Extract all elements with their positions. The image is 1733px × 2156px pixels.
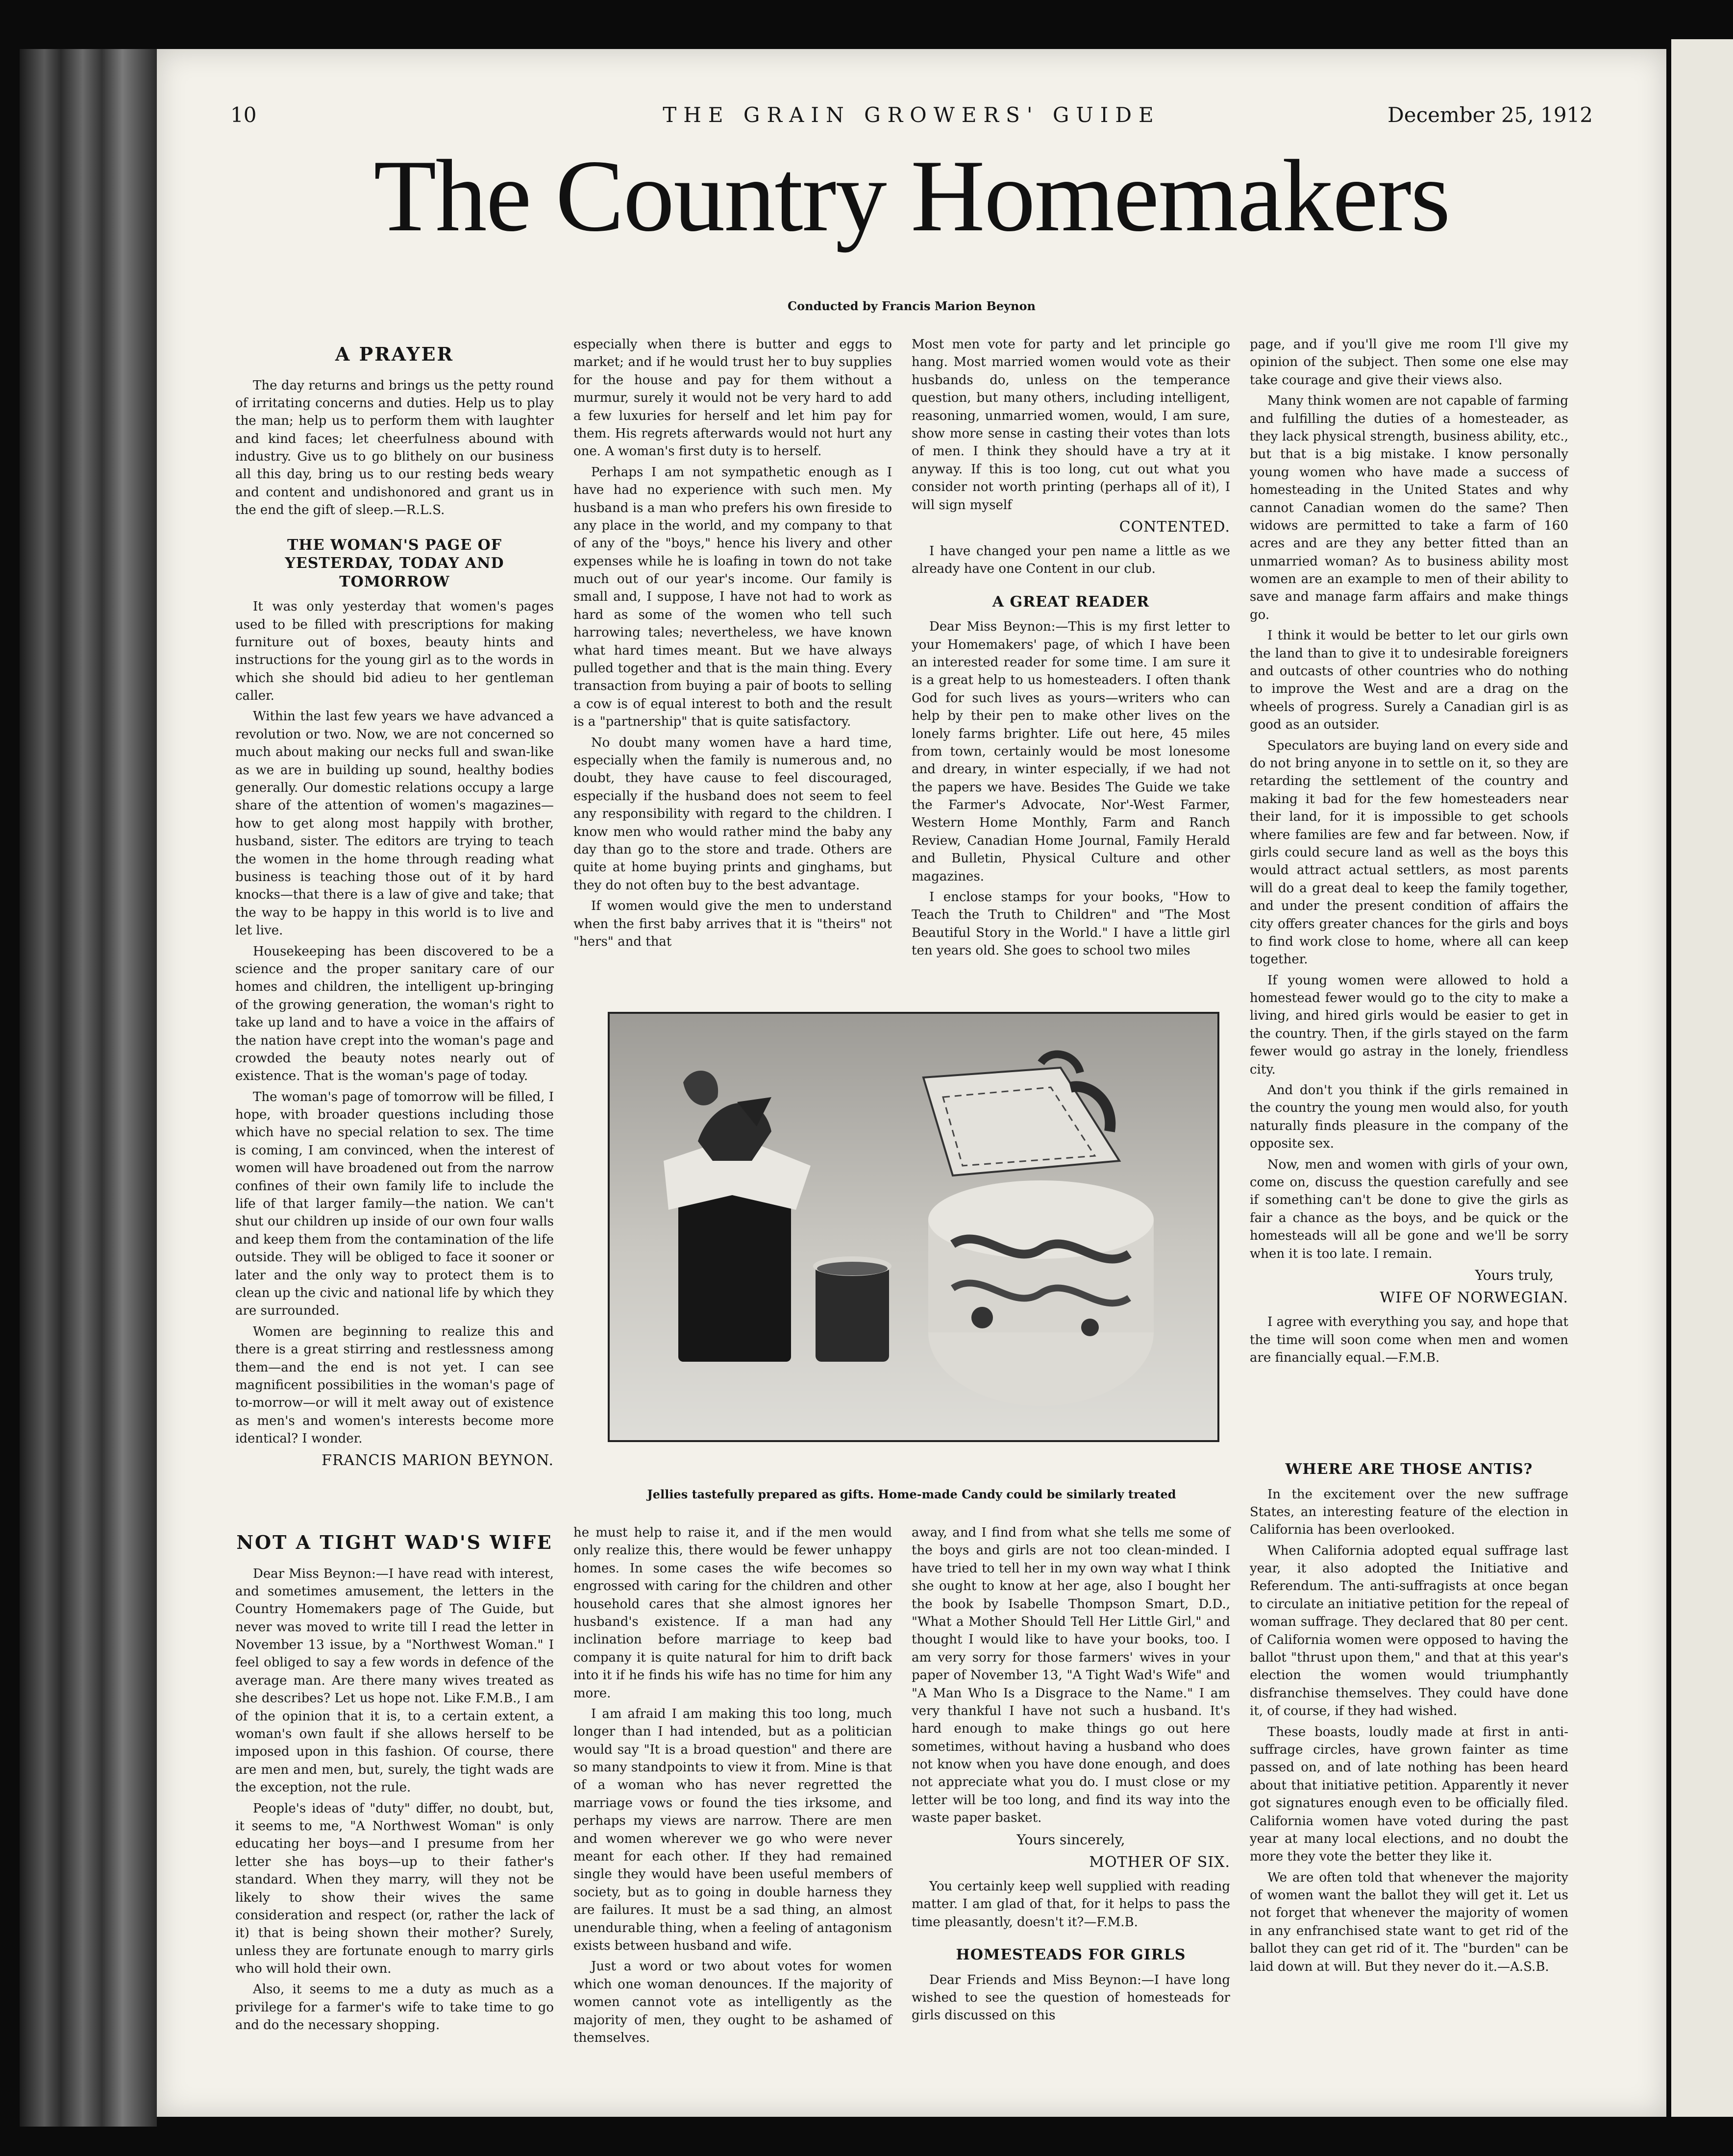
column-4-bottom xyxy=(1250,1455,1568,1979)
paragraph: Dear Miss Beynon:—This is my first letter to your Homemakers' page, of which I have been an interested reader for some time. I am sure it is a great help to us homesteaders. I often thank God for such lives as yours—writers who can help by their pen to make other lives on the lonely farms brighter. Life out here, 45 miles from town, certainly would be most lonesome and dreary, in winter especially, if we had not the papers we have. Besides The Guide we take the Farmer's Advocate, Nor'-West Farmer, Western Home Monthly, Farm and Ranch Review, Canadian Home Journal, Family Herald and Bulletin, Physical Culture and other magazines. xyxy=(912,619,1230,884)
editor-reply: You certainly keep well supplied with reading matter. I am glad of that, for it helps to pass the time pleasantly, doesn't it?—F.M.B. xyxy=(912,1879,1230,1930)
paragraph: We are often told that whenever the majority of women want the ballot they will get it. Let us not forget that whenever the majority of women in any enfranchised state want to get rid of the ballot they can get rid of it. The "burden" can be laid down at will. But they never do it.—A.S.B. xyxy=(1250,1870,1568,1974)
paragraph: I am afraid I am making this too long, much longer than I had intended, but as a politician would say "It is a broad question" and there are so many standpoints to view it from. Mine is that of a woman who has never regretted the marriage vows or found the ties irksome, and perhaps my views are narrow. There are men and women wherever we go who were never meant for each other. If they had remained single they would have been useful members of society, but as to going in double harness they are failures. It must be a sad thing, an almost unendurable thing, when a feeling of antagonism exists between husband and wife. xyxy=(573,1706,892,1953)
signature: FRANCIS MARION BEYNON. xyxy=(322,1452,554,1470)
signature: WIFE OF NORWEGIAN. xyxy=(1380,1289,1568,1307)
paragraph: away, and I find from what she tells me some of the boys and girls are not too clean-minded. I have tried to tell her in my own way what I think she ought to know at her age, also I bought her the book by Isabelle Thompson Smart, D.D., "What a Mother Should Tell Her Little Girl," and thought I would like to have your books, too. I am very sorry for those farmers' wives in your paper of November 13, "A Tight Wad's Wife" and "A Man Who Is a Disgrace to the Name." I am very thankful I have not such a husband. It's hard enough to make things go out here sometimes, without having a husband who does not know when you have done enough, and does not appreciate what you do. I must close or my letter will be too long, and find its way into the waste paper basket. xyxy=(912,1525,1230,1826)
paragraph: Dear Miss Beynon:—I have read with interest, and sometimes amusement, the letters in the Country Homemakers page of The Guide, but never was moved to write till I read the letter in November 13 issue, by a "Northwest Woman." I feel obliged to say a few words in defence of the average man. Are there many wives treated as she describes? Let us hope not. Like F.M.B., I am of the opinion that it is, to a certain extent, a woman's own fault if she allows herself to be imposed upon in this fashion. Of course, there are men and men, but, surely, the tight wads are the exception, not the rule. xyxy=(235,1566,554,1795)
closing: Yours sincerely, xyxy=(1016,1831,1125,1848)
paragraph: The woman's page of tomorrow will be filled, I hope, with broader questions including those which have no special relation to sex. The time is coming, I am convinced, when the interest of women will have broadened out from the narrow confines of their own family life to include the life of that larger family—the nation. We can't shut our children up inside of our own four walls and keep them from the contamination of the life outside. They will be obliged to face it sooner or later and the only way to protect them is to clean up the civic and national life by which they are surrounded. xyxy=(235,1089,554,1319)
photo-caption: Jellies tastefully prepared as gifts. Home-made Candy could be similarly treated xyxy=(647,1487,1176,1501)
paragraph: Many think women are not capable of farming and fulfilling the duties of a homesteader, as they lack physical strength, business ability, etc., but that is a big mistake. I know personally young women who have made a success of homesteading in the United States and why cannot Canadian women do the same? Then widows are permitted to take a farm of 160 acres and are they any better fitted than an unmarried woman? As to business ability most women are an example to men of their ability to save and manage farm affairs and make things go. xyxy=(1250,393,1568,622)
paragraph: I enclose stamps for your books, "How to Teach the Truth to Children" and "The Most Beautiful Story in the World." I have a little girl ten years old. She goes to school two miles xyxy=(912,890,1230,958)
paragraph: Speculators are buying land on every side and do not bring anyone in to settle on it, so they are retarding the settlement of the country and making it bad for the few homesteaders near their land, for it is impossible to get schools where families are few and far between. Now, if girls could secure land as well as the boys this would attract actual settlers, as most parents will do a great deal to keep the family together, and under the present condition of affairs the city offers greater chances for the girls and boys to find work close to home, where all can keep together. xyxy=(1250,738,1568,967)
paragraph: Now, men and women with girls of your own, come on, discuss the question carefully and see if something can't be done to give the girls as fair a chance as the boys, and be quick or the homesteads will all be gone and we'll be sorry when it is too late. I remain. xyxy=(1250,1157,1568,1261)
closing: Yours truly, xyxy=(1475,1267,1554,1283)
article-title-prayer: A PRAYER xyxy=(335,343,454,365)
signature: CONTENTED. xyxy=(1119,518,1230,536)
adjacent-page-edge xyxy=(1671,39,1733,2117)
paragraph: Housekeeping has been discovered to be a science and the proper sanitary care of our homes and children, the intelligent up-bringing of the growing generation, the woman's right to take up land and to have a voice in the affairs of the nation have crept into the woman's page and crowded the beauty notes nearly out of existence. That is the woman's page of today. xyxy=(235,944,554,1084)
editor-reply: I agree with everything you say, and hope that the time will soon come when men and women are financially equal.—F.M.B. xyxy=(1250,1315,1568,1365)
paragraph: The day returns and brings us the petty round of irritating concerns and duties. Help us to play the man; help us to perform them with laughter and kind faces; let cheerfulness abound with industry. Give us to go blithely on our business all this day, bring us to our resting beds weary and content and undishonored and grant us in the end the gift of sleep.—R.L.S. xyxy=(235,378,554,518)
newspaper-page xyxy=(157,49,1666,2117)
conductor-line: Conducted by Francis Marion Beynon xyxy=(788,299,1036,313)
paragraph: In the excitement over the new suffrage States, an interesting feature of the election in California has been overlooked. xyxy=(1250,1487,1568,1538)
paragraph: Just a word or two about votes for women which one woman denounces. If the majority of women cannot vote as intelligently as the majority of men, they ought to be ashamed of themselves. xyxy=(573,1959,892,2045)
paragraph: Perhaps I am not sympathetic enough as I have had no experience with such men. My husband is a man who prefers his own fireside to any place in the world, and my company to that of any of the "boys," hence his livery and other expenses while he is loafing in town do not take much out of our year's income. Our family is small and, I suppose, I have not had to work as hard as some of the women who tell such harrowing tales; nevertheless, we have known what hard times meant. But we have always pulled together and that is the main thing. Every transaction from buying a pair of boots to selling a cow is of equal interest to both and the result is a "partnership" that is quite satisfactory. xyxy=(573,465,892,730)
column-2-bottom xyxy=(573,1524,892,2050)
paragraph: especially when there is butter and eggs to market; and if he would trust her to buy supplies for the house and pay for them without a murmur, surely it would not be very hard to add a few luxuries for herself and let him pay for them. His regrets afterwards would not hurt any one. A woman's first duty is to herself. xyxy=(573,337,892,459)
paragraph: Most men vote for party and let principle go hang. Most married women would vote as their husbands do, unless on the temperance question, but many others, including intelligent, reasoning, unmarried women, would, I am sure, show more sense in casting their votes than lots of men. I think they should have a try at it anyway. If this is too long, cut out what you consider not worth printing (perhaps all of it), I will sign myself xyxy=(912,337,1230,513)
paragraph: page, and if you'll give me room I'll give my opinion of the subject. Then some one else may take courage and give their views also. xyxy=(1250,337,1568,388)
article-title-homesteads: HOMESTEADS FOR GIRLS xyxy=(956,1946,1186,1963)
photo-illustration xyxy=(610,1014,1217,1440)
editor-reply: I have changed your pen name a little as we already have one Content in our club. xyxy=(912,543,1230,577)
paragraph: It was only yesterday that women's pages used to be filled with prescriptions for making furniture out of boxes, beauty hints and instructions for the young girl as to the words in which she should bid adieu to her gentleman caller. xyxy=(235,599,554,704)
paragraph: Women are beginning to realize this and there is a great stirring and restlessness among them—and the end is not yet. I can see magnificent possibilities in the woman's page of to-morrow—or will it melt away out of existence as men's and women's interests become more identical? I wonder. xyxy=(235,1324,554,1446)
paragraph: I think it would be better to let our girls own the land than to give it to undesirable foreigners and outcasts of other countries who do nothing to improve the West and are a drag on the wheels of progress. Surely a Canadian girl is as good as an outsider. xyxy=(1250,628,1568,733)
column-4-top xyxy=(1250,336,1568,1370)
column-1-top xyxy=(235,336,554,1476)
paragraph: These boasts, loudly made at first in anti-suffrage circles, have grown fainter as time passed on, and of late nothing has been heard about that initiative petition. Apparently it never got signatures enough even to be officially filed. California women have voted during the past year at many local elections, and no doubt the more they vote the better they like it. xyxy=(1250,1724,1568,1864)
column-1-bottom xyxy=(235,1524,554,2037)
signature: MOTHER OF SIX. xyxy=(1089,1853,1230,1871)
article-title-great-reader: A GREAT READER xyxy=(992,593,1150,611)
paragraph: No doubt many women have a hard time, especially when the family is numerous and, no doubt, they have cause to feel discouraged, especially if the husband does not seem to feel any responsibility with regard to the children. I know men who would rather mind the baby any day than go to the store and trade. Others are quite at home buying prints and ginghams, but they do not often buy to the best advantage. xyxy=(573,735,892,893)
issue-date: December 25, 1912 xyxy=(1387,103,1593,127)
column-2-top xyxy=(573,336,892,954)
paragraph: he must help to raise it, and if the men would only realize this, there would be fewer unhappy homes. In some cases the wife becomes so engrossed with caring for the children and other household cares that she almost ignores her husband's existence. If a man had any inclination before marriage to keep bad company it is quite natural for him to drift back into it if he finds his wife has no time for him any more. xyxy=(573,1525,892,1701)
publication-name: THE GRAIN GROWERS' GUIDE xyxy=(663,103,1161,127)
paragraph: If women would give the men to understand when the first baby arrives that it is "theirs" not "hers" and that xyxy=(573,899,892,949)
photo-jellies-candy xyxy=(608,1012,1219,1442)
paragraph: If young women were allowed to hold a homestead fewer would go to the city to make a living, and hired girls would be easier to get in the country. Then, if the girls stayed on the farm fewer would go astray in the lonely, friendless city. xyxy=(1250,973,1568,1077)
book-binding xyxy=(20,49,157,2127)
article-title-antis: WHERE ARE THOSE ANTIS? xyxy=(1285,1461,1533,1478)
paragraph: Dear Friends and Miss Beynon:—I have long wished to see the question of homesteads for girls discussed on this xyxy=(912,1972,1230,2023)
column-3-top xyxy=(912,336,1230,963)
article-title-womans-page: THE WOMAN'S PAGE OF YESTERDAY, TODAY AND TOMORROW xyxy=(285,536,504,590)
paragraph: When California adopted equal suffrage last year, it also adopted the Initiative and Referendum. The anti-suffragists at once began to circulate an initiative petition for the repeal of woman suffrage. They declared that 80 per cent. of California women were opposed to having the ballot "thrust upon them," and that at this year's election the women would triumphantly disfranchise themselves. They could have done it, of course, if they had wished. xyxy=(1250,1543,1568,1719)
paragraph: And don't you think if the girls remained in the country the young men would also, for youth naturally finds pleasure in the company of the opposite sex. xyxy=(1250,1083,1568,1152)
column-3-bottom xyxy=(912,1524,1230,2028)
page-number: 10 xyxy=(230,103,257,127)
paragraph: People's ideas of "duty" differ, no doubt, but, it seems to me, "A Northwest Woman" is only educating her boys—and I presume from her letter she has boys—up to their father's standard. When they marry, will they not be likely to show their wives the same consideration and respect (or, rather the lack of it) that is being shown their mother? Surely, unless they are fortunate enough to marry girls who will hold their own. xyxy=(235,1801,554,1977)
article-title-tight-wad: NOT A TIGHT WAD'S WIFE xyxy=(236,1531,553,1553)
paragraph: Within the last few years we have advanced a revolution or two. Now, we are not concerned so much about making our necks full and swan-like as we are in building up sound, healthy bodies generally. Our domestic relations occupy a large share of the attention of women's magazines—how to get along most happily with brother, husband, sister. The editors are trying to teach the women in the home through reading what business is teaching those out of it by hard knocks—that there is a law of give and take; that the way to be happy in this world is to live and let live. xyxy=(235,709,554,938)
page-title: The Country Homemakers xyxy=(373,139,1450,253)
running-head xyxy=(157,103,1666,132)
paragraph: Also, it seems to me a duty as much as a privilege for a farmer's wife to take time to go and do the necessary shopping. xyxy=(235,1982,554,2033)
